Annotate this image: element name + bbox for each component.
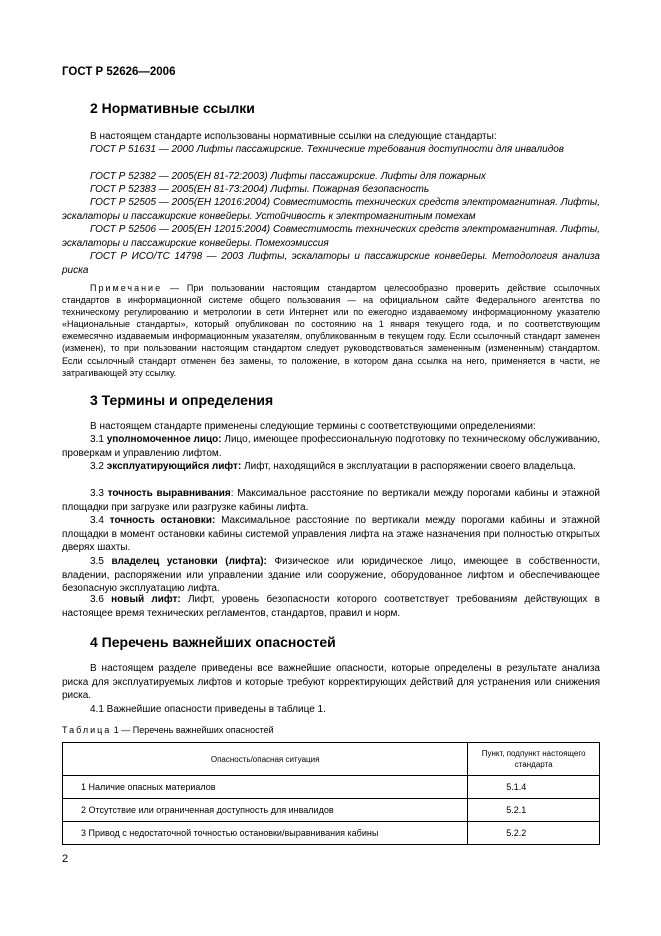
section-4-paragraph: 4.1 Важнейшие опасности приведены в таблице 1.: [90, 704, 326, 715]
term-number: 3.6: [90, 594, 112, 605]
table-cell-clause: 5.1.4: [468, 776, 600, 799]
table-header-clause: Пункт, подпункт настоящего стандарта: [468, 743, 600, 776]
term-text: Лифт, находящийся в эксплуатации в распоряжении своего владельца.: [241, 461, 576, 472]
term-number: 3.2: [90, 461, 107, 472]
section-4-heading: 4 Перечень важнейших опасностей: [90, 634, 336, 650]
reference-item: ГОСТ Р 52505 — 2005(ЕН 12016:2004) Совместимость технических средств электромагнитная. Лифты, эскалаторы и пассажирские конвейеры. Устойчивость к электромагнитным помехам: [62, 197, 600, 222]
note-label: Примечание: [90, 283, 163, 293]
note-text: — При пользовании настоящим стандартом целесообразно проверить действие ссылочных стандартов в информационной системе общего пользования — на официальном сайте Федерального агентства по техническому регулированию и метрологии в сети Интернет или по ежегодно издаваемому информационному указателю «Национальные стандарты», который опубликован по состоянию на 1 января текущего года, и по соответствующим ежемесячно издаваемым информационным указателям, опубликованным в текущем году. Если ссылочный стандарт заменен (изменен), то при пользовании настоящим стандартом следует руководствоваться замененным (измененным) стандартом. Если ссылочный стандарт отменен без замены, то положение, в котором дана ссылка на него, применяется в части, не затрагивающей эту ссылку.: [62, 283, 600, 378]
table-cell-hazard: 3 Привод с недостаточной точностью остановки/выравнивания кабины: [63, 822, 468, 845]
table-caption: [62, 725, 274, 735]
term-definition: [62, 593, 600, 620]
section-2-note: [62, 282, 600, 379]
table-header-hazard: Опасность/опасная ситуация: [63, 743, 468, 776]
reference-item: ГОСТ Р 52382 — 2005(ЕН 81-72:2003) Лифты пассажирские. Лифты для пожарных: [90, 171, 486, 182]
document-header-id: ГОСТ Р 52626—2006: [62, 66, 176, 78]
reference-item: ГОСТ Р 52383 — 2005(ЕН 81-73:2004) Лифты. Пожарная безопасность: [90, 184, 430, 195]
term-number: 3.3: [90, 488, 108, 499]
reference-item: ГОСТ Р 52506 — 2005(ЕН 12015:2004) Совместимость технических средств электромагнитная. Лифты, эскалаторы и пассажирские конвейеры. Помехоэмиссия: [62, 224, 600, 249]
term-definition: [62, 487, 600, 514]
term-name: новый лифт:: [111, 594, 181, 605]
term-definition: [62, 460, 600, 474]
table-row: [63, 822, 600, 845]
term-text: : Максимальное расстояние по вертикали между порогами кабины и этажной площадки при загрузке или разгрузке кабины лифта.: [62, 488, 601, 513]
table-caption-label: Таблица: [62, 725, 112, 735]
term-definition: [62, 555, 600, 596]
term-name: владелец установки (лифта):: [111, 556, 267, 567]
table-cell-clause: 5.2.1: [468, 799, 600, 822]
page-number: 2: [62, 853, 69, 865]
term-name: точность выравнивания: [107, 488, 231, 499]
table-cell-hazard: 1 Наличие опасных материалов: [63, 776, 468, 799]
term-number: 3.5: [90, 556, 112, 567]
term-number: 3.4: [90, 515, 110, 526]
term-name: уполномоченное лицо:: [106, 434, 222, 445]
term-name: точность остановки:: [109, 515, 216, 526]
table-row: [63, 776, 600, 799]
reference-item: ГОСТ Р 51631 — 2000 Лифты пассажирские. Технические требования доступности для инвалидов: [90, 144, 564, 155]
term-definition: [62, 514, 600, 555]
section-2-intro: В настоящем стандарте использованы нормативные ссылки на следующие стандарты:: [90, 131, 497, 142]
table-cell-hazard: 2 Отсутствие или ограниченная доступность для инвалидов: [63, 799, 468, 822]
table-cell-clause: 5.2.2: [468, 822, 600, 845]
hazards-table: [62, 742, 600, 845]
table-row: [63, 799, 600, 822]
section-4-paragraph: В настоящем разделе приведены все важнейшие опасности, которые определены в результате анализа риска для эксплуатируемых лифтов и которые требуют корректирующих действий для устранения или снижения риска.: [62, 663, 600, 701]
term-text: Максимальное расстояние по вертикали между порогами кабины и этажной площадки в момент остановки кабины системой управления лифта на этаже назначения при полностью открытых дверях шахты.: [62, 515, 600, 553]
term-name: эксплуатирующийся лифт:: [106, 461, 242, 472]
section-3-heading: 3 Термины и определения: [90, 392, 274, 408]
reference-item: ГОСТ Р ИСО/ТС 14798 — 2003 Лифты, эскалаторы и пассажирские конвейеры. Методология анализа риска: [62, 251, 600, 276]
term-number: 3.1: [90, 434, 107, 445]
section-3-intro: В настоящем стандарте применены следующие термины с соответствующими определениями:: [90, 421, 536, 432]
table-caption-text: 1 — Перечень важнейших опасностей: [111, 725, 274, 735]
term-definition: [62, 433, 600, 460]
table-header-row: [63, 743, 600, 776]
section-2-heading: 2 Нормативные ссылки: [90, 100, 255, 116]
term-text: Лифт, уровень безопасности которого соответствует требованиям действующих в настоящее время технических регламентов, стандартов, правил и норм.: [62, 594, 600, 619]
term-text: Физическое или юридическое лицо, имеющее в собственности, владении, распоряжении или управлении здание или сооружение, оборудованное лифтом и обеспечивающее безопасную эксплуатацию лифта.: [62, 556, 600, 594]
term-text: Лицо, имеющее профессиональную подготовку по техническому обслуживанию, проверкам и управлению лифтом.: [62, 434, 601, 459]
